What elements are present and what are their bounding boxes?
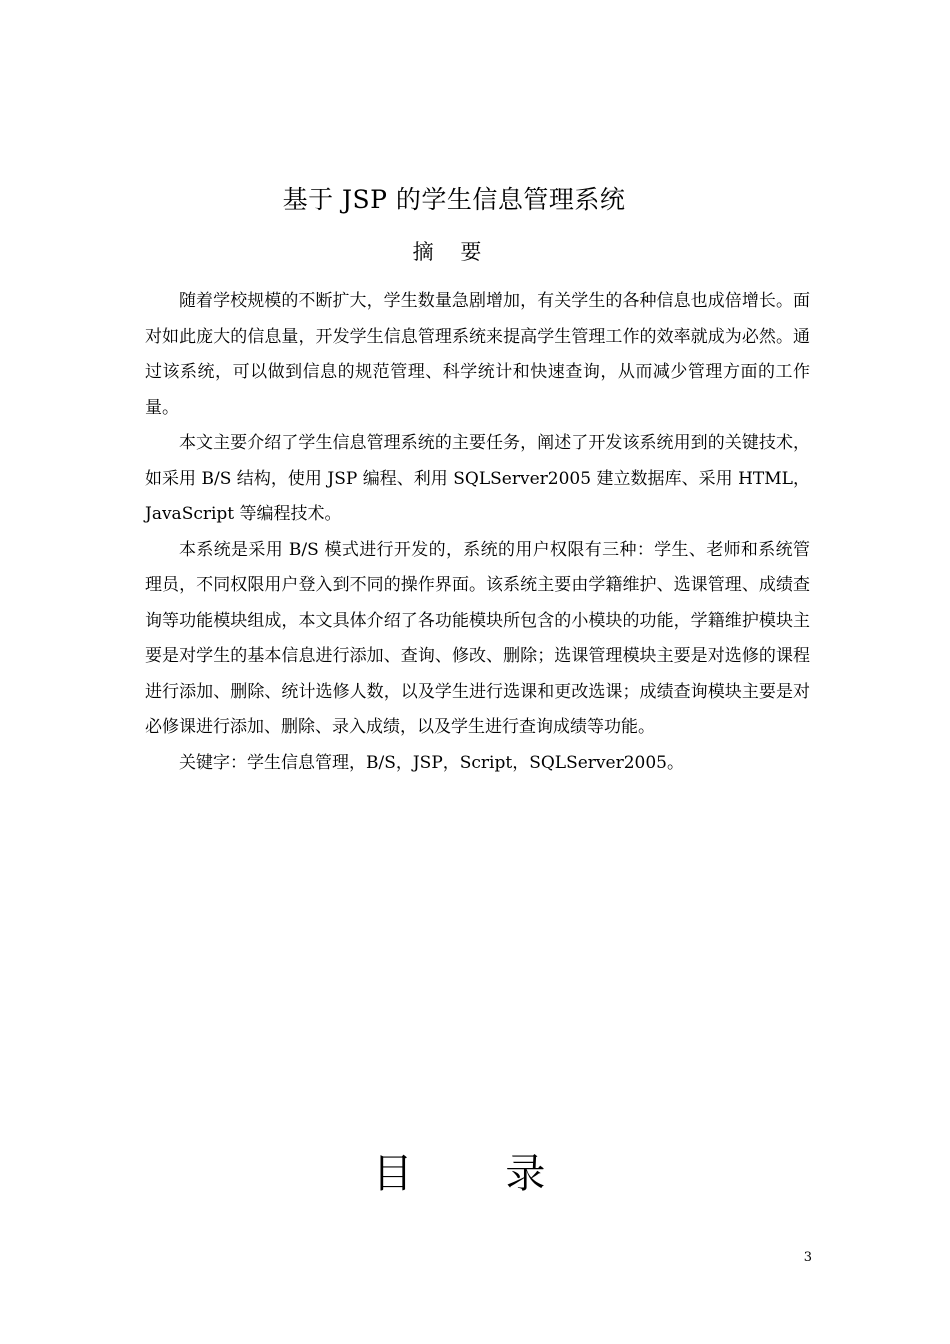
abstract-body (145, 284, 810, 781)
toc-heading: 目 录 (372, 1151, 586, 1197)
keywords-line: 关键字：学生信息管理，B/S，JSP，Script，SQLServer2005。 (179, 752, 684, 773)
abstract-paragraph: 本系统是采用 B/S 模式进行开发的，系统的用户权限有三种：学生、老师和系统管理员，不同权限用户登入到不同的操作界面。该系统主要由学籍维护、选课管理、成绩查询等功能模块组成，本文具体介绍了各功能模块所包含的小模块的功能，学籍维护模块主要是对学生的基本信息进行添加、查询、修改、删除；选课管理模块主要是对选修的课程进行添加、删除、统计选修人数，以及学生进行选课和更改选课；成绩查询模块主要是对必修课进行添加、删除、录入成绩，以及学生进行查询成绩等功能。 (145, 539, 810, 737)
abstract-heading: 摘 要 (412, 240, 492, 264)
document-title: 基于 JSP 的学生信息管理系统 (282, 185, 626, 214)
page-number: 3 (803, 1250, 812, 1265)
abstract-paragraph: 本文主要介绍了学生信息管理系统的主要任务，阐述了开发该系统用到的关键技术，如采用 B/S 结构，使用 JSP 编程、利用 SQLServer2005 建立数据库、采用 HTML，JavaScript 等编程技术。 (145, 433, 810, 524)
abstract-paragraph: 随着学校规模的不断扩大，学生数量急剧增加，有关学生的各种信息也成倍增长。面对如此庞大的信息量，开发学生信息管理系统来提高学生管理工作的效率就成为必然。通过该系统，可以做到信息的规范管理、科学统计和快速查询，从而减少管理方面的工作量。 (145, 291, 810, 418)
